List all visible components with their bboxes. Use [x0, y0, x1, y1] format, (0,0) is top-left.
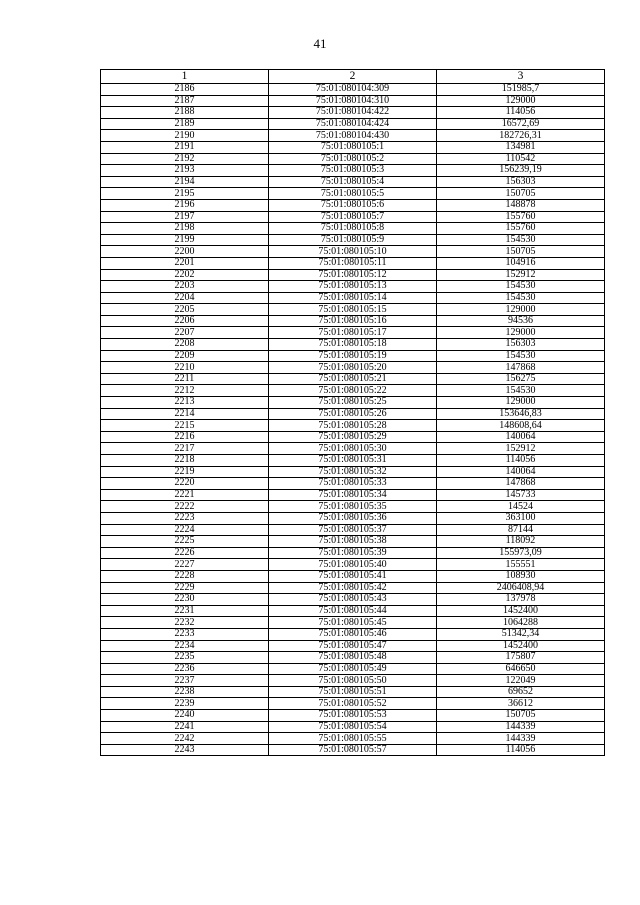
- value-cell: 134981: [437, 141, 605, 153]
- value-cell: 154530: [437, 385, 605, 397]
- row-number-cell: 2186: [101, 84, 269, 96]
- value-cell: 87144: [437, 524, 605, 536]
- cadastral-number-cell: 75:01:080105:3: [269, 165, 437, 177]
- value-cell: 122049: [437, 675, 605, 687]
- value-cell: 94536: [437, 315, 605, 327]
- table-row: [101, 733, 605, 745]
- table-row: [101, 223, 605, 235]
- row-number-cell: 2235: [101, 652, 269, 664]
- cadastral-number-cell: 75:01:080105:25: [269, 397, 437, 409]
- cadastral-number-cell: 75:01:080104:422: [269, 107, 437, 119]
- cadastral-number-cell: 75:01:080105:8: [269, 223, 437, 235]
- value-cell: 129000: [437, 304, 605, 316]
- table-row: [101, 84, 605, 96]
- cadastral-number-cell: 75:01:080105:32: [269, 466, 437, 478]
- value-cell: 182726,31: [437, 130, 605, 142]
- row-number-cell: 2233: [101, 628, 269, 640]
- cadastral-number-cell: 75:01:080105:34: [269, 489, 437, 501]
- value-cell: 147868: [437, 362, 605, 374]
- row-number-cell: 2202: [101, 269, 269, 281]
- row-number-cell: 2229: [101, 582, 269, 594]
- table-row: [101, 710, 605, 722]
- table-row: [101, 350, 605, 362]
- row-number-cell: 2230: [101, 594, 269, 606]
- row-number-cell: 2237: [101, 675, 269, 687]
- cadastral-number-cell: 75:01:080105:18: [269, 339, 437, 351]
- value-cell: 152912: [437, 443, 605, 455]
- table-row: [101, 536, 605, 548]
- table-row: [101, 547, 605, 559]
- cadastral-number-cell: 75:01:080105:19: [269, 350, 437, 362]
- table-row: [101, 373, 605, 385]
- value-cell: 140064: [437, 431, 605, 443]
- value-cell: 36612: [437, 698, 605, 710]
- table-row: [101, 605, 605, 617]
- row-number-cell: 2236: [101, 663, 269, 675]
- row-number-cell: 2189: [101, 118, 269, 130]
- cadastral-number-cell: 75:01:080105:4: [269, 176, 437, 188]
- row-number-cell: 2228: [101, 570, 269, 582]
- value-cell: 14524: [437, 501, 605, 513]
- row-number-cell: 2196: [101, 199, 269, 211]
- table-row: [101, 176, 605, 188]
- row-number-cell: 2214: [101, 408, 269, 420]
- table-row: [101, 165, 605, 177]
- value-cell: 148878: [437, 199, 605, 211]
- value-cell: 2406408,94: [437, 582, 605, 594]
- value-cell: 110542: [437, 153, 605, 165]
- cadastral-number-cell: 75:01:080105:6: [269, 199, 437, 211]
- cadastral-number-cell: 75:01:080105:11: [269, 257, 437, 269]
- cadastral-number-cell: 75:01:080104:430: [269, 130, 437, 142]
- table-row: [101, 408, 605, 420]
- table-row: [101, 501, 605, 513]
- cadastral-number-cell: 75:01:080105:38: [269, 536, 437, 548]
- cadastral-number-cell: 75:01:080105:26: [269, 408, 437, 420]
- value-cell: 154530: [437, 234, 605, 246]
- value-cell: 646650: [437, 663, 605, 675]
- row-number-cell: 2208: [101, 339, 269, 351]
- cadastral-number-cell: 75:01:080104:309: [269, 84, 437, 96]
- row-number-cell: 2222: [101, 501, 269, 513]
- table-row: [101, 269, 605, 281]
- value-cell: 155760: [437, 223, 605, 235]
- cadastral-number-cell: 75:01:080105:22: [269, 385, 437, 397]
- cadastral-number-cell: 75:01:080105:47: [269, 640, 437, 652]
- value-cell: 118092: [437, 536, 605, 548]
- cadastral-number-cell: 75:01:080105:31: [269, 455, 437, 467]
- column-header: 3: [437, 70, 605, 84]
- table-row: [101, 617, 605, 629]
- row-number-cell: 2242: [101, 733, 269, 745]
- cadastral-number-cell: 75:01:080105:12: [269, 269, 437, 281]
- row-number-cell: 2203: [101, 281, 269, 293]
- table-row: [101, 107, 605, 119]
- table-row: [101, 118, 605, 130]
- cadastral-number-cell: 75:01:080105:10: [269, 246, 437, 258]
- table-row: [101, 292, 605, 304]
- table-header-row: [101, 70, 605, 84]
- cadastral-number-cell: 75:01:080104:424: [269, 118, 437, 130]
- value-cell: 114056: [437, 744, 605, 756]
- cadastral-number-cell: 75:01:080105:46: [269, 628, 437, 640]
- cadastral-number-cell: 75:01:080105:54: [269, 721, 437, 733]
- row-number-cell: 2207: [101, 327, 269, 339]
- cadastral-number-cell: 75:01:080105:52: [269, 698, 437, 710]
- value-cell: 155973,09: [437, 547, 605, 559]
- value-cell: 140064: [437, 466, 605, 478]
- value-cell: 1452400: [437, 640, 605, 652]
- row-number-cell: 2243: [101, 744, 269, 756]
- value-cell: 114056: [437, 107, 605, 119]
- table-body: [101, 84, 605, 756]
- value-cell: 114056: [437, 455, 605, 467]
- row-number-cell: 2224: [101, 524, 269, 536]
- table-row: [101, 141, 605, 153]
- value-cell: 156275: [437, 373, 605, 385]
- row-number-cell: 2215: [101, 420, 269, 432]
- table-row: [101, 570, 605, 582]
- value-cell: 104916: [437, 257, 605, 269]
- row-number-cell: 2197: [101, 211, 269, 223]
- cadastral-number-cell: 75:01:080105:49: [269, 663, 437, 675]
- value-cell: 147868: [437, 478, 605, 490]
- row-number-cell: 2212: [101, 385, 269, 397]
- value-cell: 1452400: [437, 605, 605, 617]
- table-row: [101, 188, 605, 200]
- row-number-cell: 2199: [101, 234, 269, 246]
- value-cell: 144339: [437, 721, 605, 733]
- cadastral-number-cell: 75:01:080105:16: [269, 315, 437, 327]
- cadastral-number-cell: 75:01:080105:39: [269, 547, 437, 559]
- row-number-cell: 2216: [101, 431, 269, 443]
- row-number-cell: 2190: [101, 130, 269, 142]
- table-row: [101, 512, 605, 524]
- cadastral-number-cell: 75:01:080105:43: [269, 594, 437, 606]
- value-cell: 175807: [437, 652, 605, 664]
- value-cell: 153646,83: [437, 408, 605, 420]
- table-row: [101, 385, 605, 397]
- value-cell: 145733: [437, 489, 605, 501]
- column-header: 2: [269, 70, 437, 84]
- table-row: [101, 246, 605, 258]
- value-cell: 151985,7: [437, 84, 605, 96]
- cadastral-number-cell: 75:01:080105:20: [269, 362, 437, 374]
- value-cell: 69652: [437, 686, 605, 698]
- table-row: [101, 652, 605, 664]
- row-number-cell: 2192: [101, 153, 269, 165]
- table-row: [101, 698, 605, 710]
- table-row: [101, 559, 605, 571]
- cadastral-number-cell: 75:01:080104:310: [269, 95, 437, 107]
- value-cell: 129000: [437, 327, 605, 339]
- row-number-cell: 2195: [101, 188, 269, 200]
- cadastral-number-cell: 75:01:080105:21: [269, 373, 437, 385]
- value-cell: 129000: [437, 397, 605, 409]
- value-cell: 363100: [437, 512, 605, 524]
- value-cell: 155760: [437, 211, 605, 223]
- value-cell: 150705: [437, 710, 605, 722]
- table-row: [101, 420, 605, 432]
- table-row: [101, 211, 605, 223]
- value-cell: 154530: [437, 350, 605, 362]
- row-number-cell: 2234: [101, 640, 269, 652]
- cadastral-number-cell: 75:01:080105:48: [269, 652, 437, 664]
- table-row: [101, 304, 605, 316]
- cadastral-number-cell: 75:01:080105:35: [269, 501, 437, 513]
- row-number-cell: 2193: [101, 165, 269, 177]
- value-cell: 137978: [437, 594, 605, 606]
- row-number-cell: 2204: [101, 292, 269, 304]
- row-number-cell: 2231: [101, 605, 269, 617]
- cadastral-number-cell: 75:01:080105:2: [269, 153, 437, 165]
- cadastral-number-cell: 75:01:080105:33: [269, 478, 437, 490]
- row-number-cell: 2188: [101, 107, 269, 119]
- value-cell: 144339: [437, 733, 605, 745]
- cadastral-number-cell: 75:01:080105:45: [269, 617, 437, 629]
- table-row: [101, 478, 605, 490]
- row-number-cell: 2210: [101, 362, 269, 374]
- value-cell: 16572,69: [437, 118, 605, 130]
- table-row: [101, 628, 605, 640]
- value-cell: 150705: [437, 188, 605, 200]
- row-number-cell: 2223: [101, 512, 269, 524]
- value-cell: 148608,64: [437, 420, 605, 432]
- cadastral-number-cell: 75:01:080105:7: [269, 211, 437, 223]
- row-number-cell: 2219: [101, 466, 269, 478]
- table-row: [101, 443, 605, 455]
- cadastral-number-cell: 75:01:080105:29: [269, 431, 437, 443]
- row-number-cell: 2198: [101, 223, 269, 235]
- value-cell: 155551: [437, 559, 605, 571]
- column-header: 1: [101, 70, 269, 84]
- cadastral-number-cell: 75:01:080105:44: [269, 605, 437, 617]
- row-number-cell: 2226: [101, 547, 269, 559]
- page-number: 41: [313, 36, 327, 51]
- table-row: [101, 594, 605, 606]
- row-number-cell: 2205: [101, 304, 269, 316]
- value-cell: 152912: [437, 269, 605, 281]
- value-cell: 156303: [437, 339, 605, 351]
- value-cell: 129000: [437, 95, 605, 107]
- table-row: [101, 257, 605, 269]
- table-row: [101, 153, 605, 165]
- row-number-cell: 2241: [101, 721, 269, 733]
- row-number-cell: 2206: [101, 315, 269, 327]
- cadastral-number-cell: 75:01:080105:40: [269, 559, 437, 571]
- value-cell: 154530: [437, 281, 605, 293]
- table-row: [101, 524, 605, 536]
- value-cell: 1064288: [437, 617, 605, 629]
- table-row: [101, 466, 605, 478]
- table-row: [101, 721, 605, 733]
- table-row: [101, 362, 605, 374]
- cadastral-number-cell: 75:01:080105:55: [269, 733, 437, 745]
- table-row: [101, 339, 605, 351]
- cadastral-number-cell: 75:01:080105:30: [269, 443, 437, 455]
- table-row: [101, 431, 605, 443]
- cadastral-number-cell: 75:01:080105:37: [269, 524, 437, 536]
- table-row: [101, 315, 605, 327]
- row-number-cell: 2209: [101, 350, 269, 362]
- row-number-cell: 2217: [101, 443, 269, 455]
- cadastral-number-cell: 75:01:080105:17: [269, 327, 437, 339]
- value-cell: 150705: [437, 246, 605, 258]
- table-row: [101, 640, 605, 652]
- value-cell: 108930: [437, 570, 605, 582]
- table-row: [101, 455, 605, 467]
- cadastral-number-cell: 75:01:080105:57: [269, 744, 437, 756]
- row-number-cell: 2194: [101, 176, 269, 188]
- value-cell: 156239,19: [437, 165, 605, 177]
- value-cell: 156303: [437, 176, 605, 188]
- cadastral-number-cell: 75:01:080105:1: [269, 141, 437, 153]
- row-number-cell: 2187: [101, 95, 269, 107]
- cadastral-number-cell: 75:01:080105:5: [269, 188, 437, 200]
- data-table: [100, 69, 605, 756]
- row-number-cell: 2227: [101, 559, 269, 571]
- value-cell: 51342,34: [437, 628, 605, 640]
- row-number-cell: 2240: [101, 710, 269, 722]
- table-row: [101, 234, 605, 246]
- row-number-cell: 2200: [101, 246, 269, 258]
- table-row: [101, 130, 605, 142]
- cadastral-number-cell: 75:01:080105:9: [269, 234, 437, 246]
- row-number-cell: 2213: [101, 397, 269, 409]
- table-row: [101, 744, 605, 756]
- value-cell: 154530: [437, 292, 605, 304]
- cadastral-number-cell: 75:01:080105:51: [269, 686, 437, 698]
- cadastral-number-cell: 75:01:080105:53: [269, 710, 437, 722]
- table-row: [101, 199, 605, 211]
- cadastral-number-cell: 75:01:080105:28: [269, 420, 437, 432]
- cadastral-number-cell: 75:01:080105:36: [269, 512, 437, 524]
- row-number-cell: 2211: [101, 373, 269, 385]
- row-number-cell: 2221: [101, 489, 269, 501]
- row-number-cell: 2218: [101, 455, 269, 467]
- table-row: [101, 397, 605, 409]
- cadastral-number-cell: 75:01:080105:15: [269, 304, 437, 316]
- cadastral-number-cell: 75:01:080105:50: [269, 675, 437, 687]
- row-number-cell: 2232: [101, 617, 269, 629]
- row-number-cell: 2239: [101, 698, 269, 710]
- table-row: [101, 281, 605, 293]
- table-row: [101, 327, 605, 339]
- row-number-cell: 2220: [101, 478, 269, 490]
- cadastral-number-cell: 75:01:080105:42: [269, 582, 437, 594]
- table-row: [101, 95, 605, 107]
- row-number-cell: 2201: [101, 257, 269, 269]
- cadastral-number-cell: 75:01:080105:14: [269, 292, 437, 304]
- row-number-cell: 2191: [101, 141, 269, 153]
- table-row: [101, 675, 605, 687]
- table-row: [101, 582, 605, 594]
- cadastral-number-cell: 75:01:080105:13: [269, 281, 437, 293]
- row-number-cell: 2225: [101, 536, 269, 548]
- table-row: [101, 686, 605, 698]
- table-row: [101, 489, 605, 501]
- row-number-cell: 2238: [101, 686, 269, 698]
- cadastral-number-cell: 75:01:080105:41: [269, 570, 437, 582]
- table-row: [101, 663, 605, 675]
